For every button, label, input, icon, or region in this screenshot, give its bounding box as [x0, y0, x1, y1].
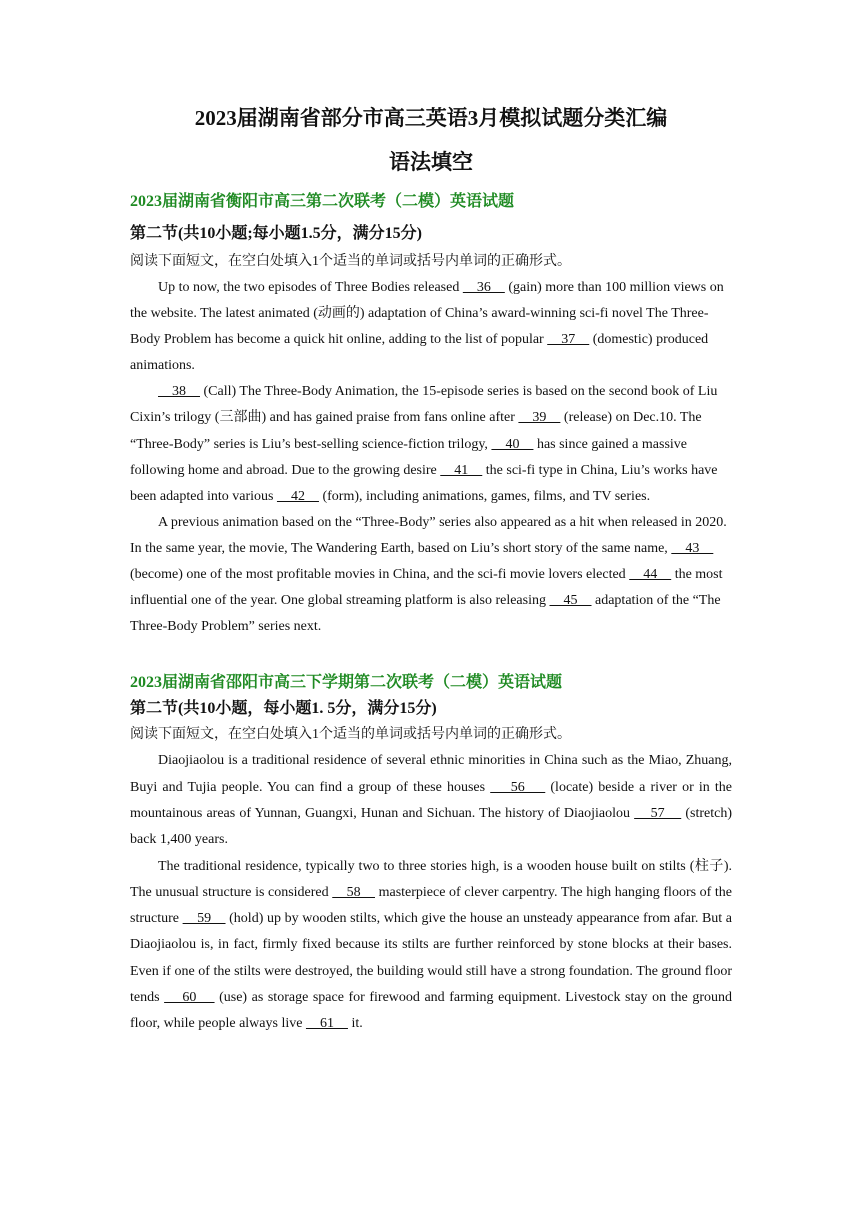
answer-blank: 38 — [158, 384, 200, 400]
answer-blank: 60 — [164, 989, 215, 1005]
section-hengyang — [130, 189, 732, 640]
instruction-text: 阅读下面短文，在空白处填入1个适当的单词或括号内单词的正确形式。 — [130, 254, 571, 269]
document-title: 2023届湖南省部分市高三英语3月模拟试题分类汇编 — [194, 106, 668, 130]
section-title: 2023届湖南省衡阳市高三第二次联考（二模）英语试题 — [130, 193, 515, 210]
section-title: 2023届湖南省邵阳市高三下学期第二次联考（二模）英语试题 — [130, 674, 563, 692]
answer-blank: 40 — [491, 436, 534, 452]
passage-paragraph: The traditional residence, typically two to three stories high, is a wooden house built on stilts (柱子). The unusual structure is considered 58 masterpiece of clever carpentry. The high hanging floors of the structure 59 (hold) up by wooden stilts, which give the house an unsteady appearance from afar. But a Diaojiaolou is, in fact, firmly fixed because its stilts are further reinforced by stone blocks at their bases. Even if one of the stilts were destroyed, the building would still have a strong foundation. The ground floor tends 60 (use) as storage space for firewood and farming equipment. Livestock stay on the ground floor, while people always live 61 it. — [130, 858, 733, 1032]
instruction-text: 阅读下面短文，在空白处填入1个适当的单词或括号内单词的正确形式。 — [130, 727, 571, 743]
answer-blank: 44 — [629, 567, 672, 583]
part-heading: 第二节(共10小题;每小题1.5分，满分15分) — [130, 225, 422, 242]
answer-blank: 57 — [634, 805, 682, 821]
answer-blank: 36 — [462, 280, 505, 295]
passage — [130, 748, 732, 1037]
part-heading: 第二节(共10小题，每小题1. 5分，满分15分) — [130, 700, 437, 718]
answer-blank: 42 — [276, 488, 319, 504]
answer-blank: 39 — [518, 410, 561, 426]
passage-paragraph: Diaojiaolou is a traditional residence of several ethnic minorities in China such as the Miao, Zhuang, Buyi and Tujia people. You can find a group of these houses 56 (locate) beside a river or in the mountainous areas of Yunnan, Guangxi, Hunan and Sichuan. The history of Diaojiaolou 57 (stretch) back 1,400 years. — [130, 753, 732, 848]
answer-blank: 41 — [440, 462, 483, 478]
answer-blank: 43 — [671, 540, 714, 556]
passage-paragraph: A previous animation based on the “Three-Body” series also appeared as a hit when released in 2020. In the same year, the movie, The Wandering Earth, based on Liu’s short story of the same name, 43 (become) one of the most profitable movies in China, and the sci-fi movie lovers elected 44 the most influential one of the year. One global streaming platform is also releasing 45 adaptation of the “The Three-Body Problem” series next. — [130, 514, 727, 635]
passage — [130, 275, 732, 640]
answer-blank: 37 — [547, 332, 590, 348]
document-subtitle: 语法填空 — [389, 150, 473, 174]
passage-paragraph: Up to now, the two episodes of Three Bodies released 36 (gain) more than 100 million views on the website. The latest animated (动画的) adaptation of China’s award-winning sci-fi novel The Three-Body Problem has become a quick hit online, adding to the list of popular 37 (domestic) produced animations. — [130, 280, 724, 374]
answer-blank: 61 — [305, 1016, 348, 1032]
answer-blank: 45 — [549, 593, 592, 609]
section-shaoyang — [130, 670, 732, 1037]
passage-paragraph: 38 (Call) The Three-Body Animation, the 15-episode series is based on the second book of Liu Cixin’s trilogy (三部曲) and has gained praise from fans online after 39 (release) on Dec.10. The “Three-Body” series is Liu’s best-selling science-fiction trilogy, 40 has since gained a massive following home and abroad. Due to the growing desire 41 the sci-fi type in China, Liu’s works have been adapted into various 42 (form), including animations, games, films, and TV series. — [130, 384, 718, 504]
answer-blank: 59 — [182, 911, 226, 927]
answer-blank: 58 — [332, 884, 375, 900]
answer-blank: 56 — [490, 779, 546, 795]
